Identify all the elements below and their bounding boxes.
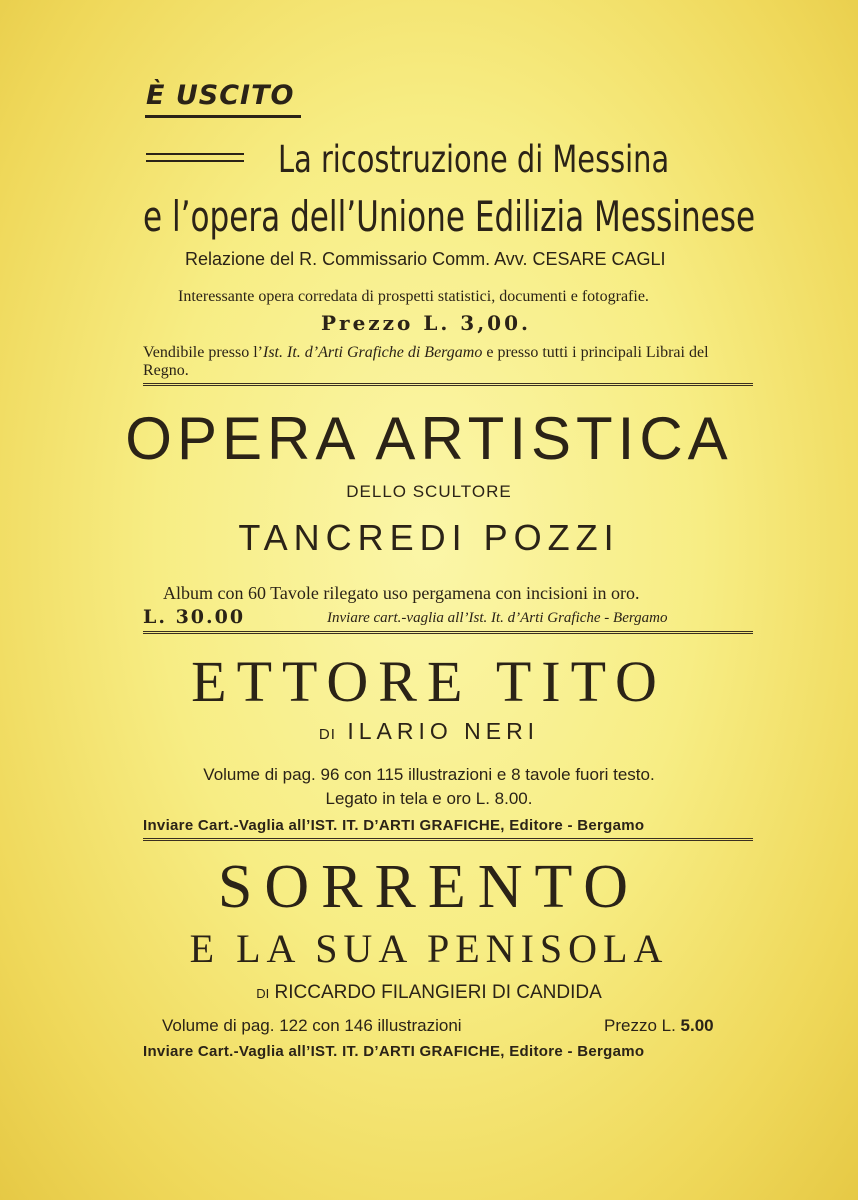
section-divider	[143, 838, 753, 841]
album-by: DELLO SCULTORE	[346, 482, 512, 501]
book-description: Interessante opera corredata di prospetti statistici, documenti e fotografie.	[178, 288, 649, 305]
volume-title: ETTORE TITO	[191, 649, 667, 714]
sorrento-price: Prezzo L. 5.00	[604, 1016, 714, 1035]
header-underline	[145, 115, 301, 118]
section-divider	[143, 631, 753, 634]
album-price: L. 30.00	[143, 606, 246, 628]
title-dash	[146, 153, 244, 155]
title-dash	[146, 160, 244, 162]
sorrento-author-line: DI RICCARDO FILANGIERI DI CANDIDA	[256, 982, 602, 1003]
report-subtitle: Relazione del R. Commissario Comm. Avv. CESARE CAGLI	[185, 249, 666, 269]
volume-binding: Legato in tela e oro L. 8.00.	[325, 789, 533, 808]
sorrento-subtitle: E LA SUA PENISOLA	[189, 926, 669, 971]
section-divider	[143, 383, 753, 386]
sorrento-title: SORRENTO	[217, 853, 641, 921]
book-price: Prezzo L. 3,00.	[321, 311, 531, 335]
book-title-line2: e l’opera dell’Unione Edilizia Messinese	[143, 192, 756, 241]
album-author: TANCREDI POZZI	[238, 517, 620, 558]
sorrento-description: Volume di pag. 122 con 146 illustrazioni	[162, 1016, 462, 1035]
sorrento-order-info: Inviare Cart.-Vaglia all’IST. IT. D’ARTI GRAFICHE, Editore - Bergamo	[143, 1043, 645, 1060]
book-title-line1: La ricostruzione di Messina	[278, 138, 670, 181]
volume-description: Volume di pag. 96 con 115 illustrazioni e 8 tavole fuori testo.	[203, 765, 655, 784]
sale-info: Vendibile presso l’Ist. It. d’Arti Grafiche di Bergamo e presso tutti i principali Librai del Regno.	[143, 344, 709, 379]
volume-author: ILARIO NERI	[347, 718, 540, 744]
publisher-name: Ist. It. d’Arti Grafiche di Bergamo	[262, 344, 483, 361]
album-order-info: Inviare cart.-vaglia all’Ist. It. d’Arti Grafiche - Bergamo	[327, 610, 668, 626]
announcement-header: È USCITO	[146, 80, 295, 111]
sorrento-author: RICCARDO FILANGIERI DI CANDIDA	[274, 982, 602, 1003]
album-title: OPERA ARTISTICA	[125, 405, 733, 472]
album-description: Album con 60 Tavole rilegato uso pergamena con incisioni in oro.	[163, 583, 640, 603]
volume-order-info: Inviare Cart.-Vaglia all’IST. IT. D’ARTI GRAFICHE, Editore - Bergamo	[143, 817, 645, 834]
volume-author-line: DI ILARIO NERI	[318, 718, 540, 744]
